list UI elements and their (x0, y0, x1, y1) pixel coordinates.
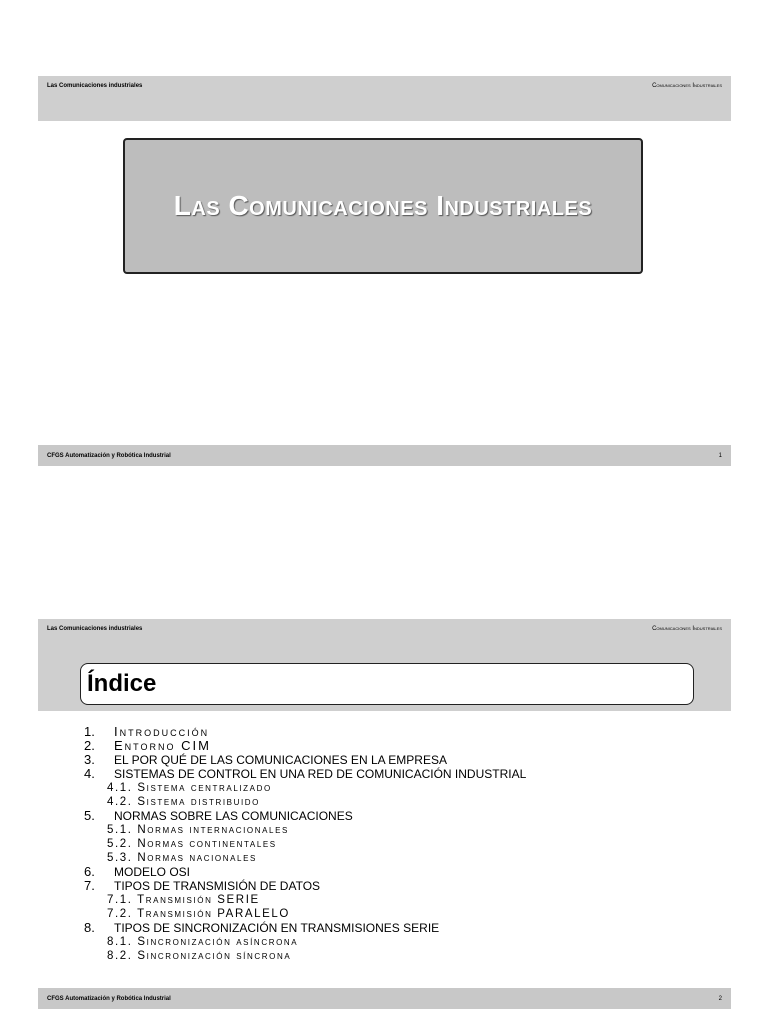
toc-item-number: 7. (84, 878, 95, 893)
toc-item-text: Entorno CIM (114, 738, 211, 753)
toc-item-text: 7.2. Transmisión PARALELO (107, 908, 290, 920)
slide1-footer-left: CFGS Automatización y Robótica Industrial (47, 453, 171, 459)
toc-item-number: 8. (84, 920, 95, 935)
slide2-title-box (80, 663, 694, 705)
toc-item (84, 725, 724, 739)
table-of-contents (84, 725, 724, 963)
toc-item-text: 8.1. Sincronización asíncrona (107, 936, 299, 948)
toc-item-number: 2. (84, 738, 95, 753)
toc-subitem (84, 907, 724, 921)
toc-item-text: Introducción (114, 724, 210, 739)
toc-subitem (84, 823, 724, 837)
toc-item-number: 5. (84, 808, 95, 823)
slide1-title: Las Comunicaciones Industriales (173, 190, 593, 221)
toc-subitem (84, 935, 724, 949)
slide1-title-box (123, 138, 643, 274)
toc-item (84, 921, 724, 935)
slide2-footer (38, 988, 731, 1009)
toc-subitem (84, 949, 724, 963)
toc-item-text: MODELO OSI (114, 865, 191, 879)
slide1-footer (38, 445, 731, 466)
slide2-header-left: Las Comunicaciones industriales (47, 626, 143, 632)
toc-item (84, 739, 724, 753)
slide2-header-right: Comunicaciones Industriales (652, 626, 722, 632)
slide1-header (38, 76, 731, 121)
toc-subitem (84, 893, 724, 907)
toc-item-text: 4.2. Sistema distribuido (107, 796, 260, 808)
toc-item (84, 865, 724, 879)
slide2-page-number: 2 (718, 996, 722, 1002)
toc-item-text: TIPOS DE SINCRONIZACIÓN EN TRANSMISIONES SERIE (114, 921, 440, 935)
toc-item-number: 3. (84, 752, 95, 767)
toc-subitem (84, 781, 724, 795)
toc-item-text: 5.3. Normas nacionales (107, 852, 257, 864)
slide1-header-right: Comunicaciones Industriales (652, 83, 722, 89)
toc-subitem (84, 837, 724, 851)
toc-item-text: EL POR QUÉ DE LAS COMUNICACIONES EN LA EMPRESA (114, 753, 447, 767)
toc-item-text: 5.1. Normas internacionales (107, 824, 289, 836)
slide2-title: Índice (87, 670, 157, 697)
toc-item-text: 7.1. Transmisión SERIE (107, 894, 260, 906)
toc-item-text: 4.1. Sistema centralizado (107, 782, 272, 794)
slide1-header-left: Las Comunicaciones industriales (47, 83, 143, 89)
toc-item-text: 5.2. Normas continentales (107, 838, 277, 850)
toc-item-number: 1. (84, 724, 95, 739)
toc-item (84, 753, 724, 767)
toc-item (84, 767, 724, 781)
toc-item (84, 879, 724, 893)
toc-subitem (84, 795, 724, 809)
slide1-page-number: 1 (718, 453, 722, 459)
toc-item-text: NORMAS SOBRE LAS COMUNICACIONES (114, 809, 353, 823)
slide2-footer-left: CFGS Automatización y Robótica Industrial (47, 996, 171, 1002)
toc-item-text: TIPOS DE TRANSMISIÓN DE DATOS (114, 879, 321, 893)
toc-subitem (84, 851, 724, 865)
toc-item-number: 6. (84, 864, 95, 879)
toc-item-text: SISTEMAS DE CONTROL EN UNA RED DE COMUNICACIÓN INDUSTRIAL (114, 767, 527, 781)
toc-item-text: 8.2. Sincronización síncrona (107, 950, 292, 962)
toc-item (84, 809, 724, 823)
slide2-header (38, 619, 731, 659)
toc-item-number: 4. (84, 766, 95, 781)
